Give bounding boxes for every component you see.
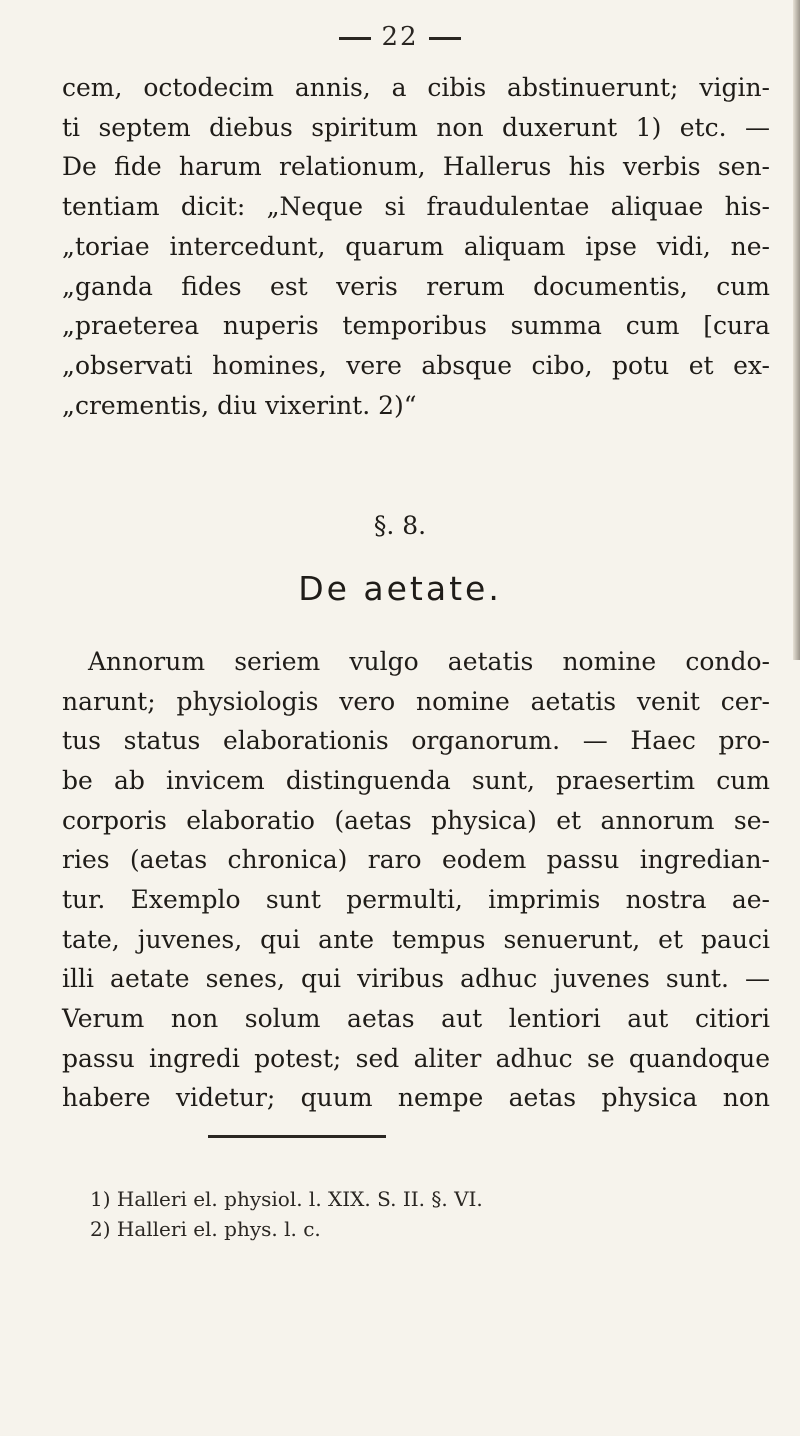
text-line: „ganda fides est veris rerum documentis, cum: [62, 272, 770, 301]
text-line: passu ingredi potest; sed aliter adhuc se quandoque: [62, 1044, 770, 1073]
text-line: tur. Exemplo sunt permulti, imprimis nostra ae-: [62, 885, 770, 914]
text-line: cem, octodecim annis, a cibis abstinuerunt; vigin-: [62, 73, 770, 102]
header-dash-left: [339, 37, 371, 40]
text-line: tus status elaborationis organorum. — Haec pro-: [62, 726, 770, 755]
text-line: „praeterea nuperis temporibus summa cum [cura: [62, 311, 770, 340]
text-line: tate, juvenes, qui ante tempus senuerunt, et pauci: [62, 925, 770, 954]
header-dash-right: [429, 37, 461, 40]
text-line: ti septem diebus spiritum non duxerunt 1) etc. —: [62, 113, 770, 142]
text-line: corporis elaboratio (aetas physica) et annorum se-: [62, 806, 770, 835]
text-line: „crementis, diu vixerint. 2)“: [62, 391, 417, 420]
text-line: ries (aetas chronica) raro eodem passu ingredian-: [62, 845, 770, 874]
text-line: „observati homines, vere absque cibo, potu et ex-: [62, 351, 770, 380]
text-line: „toriae intercedunt, quarum aliquam ipse vidi, ne-: [62, 232, 770, 261]
text-line: habere videtur; quum nempe aetas physica non: [62, 1083, 770, 1112]
section-title: De aetate.: [298, 569, 502, 608]
page-number: 22: [381, 22, 419, 52]
footnote-2: 2) Halleri el. phys. l. c.: [90, 1217, 321, 1241]
text-line: tentiam dicit: „Neque si fraudulentae aliquae his-: [62, 192, 770, 221]
page-header: [0, 22, 800, 52]
text-line: illi aetate senes, qui viribus adhuc juvenes sunt. —: [62, 964, 770, 993]
text-line: Annorum seriem vulgo aetatis nomine condo-: [88, 647, 770, 676]
footnote-1: 1) Halleri el. physiol. l. XIX. S. II. §. VI.: [90, 1187, 483, 1211]
text-line: narunt; physiologis vero nomine aetatis venit cer-: [62, 687, 770, 716]
text-line: be ab invicem distinguenda sunt, praesertim cum: [62, 766, 770, 795]
footnote-rule: [208, 1135, 386, 1138]
text-line: Verum non solum aetas aut lentiori aut citiori: [62, 1004, 770, 1033]
section-number: §. 8.: [373, 511, 427, 540]
page-edge-shadow: [793, 0, 800, 660]
text-line: De fide harum relationum, Hallerus his verbis sen-: [62, 152, 770, 181]
